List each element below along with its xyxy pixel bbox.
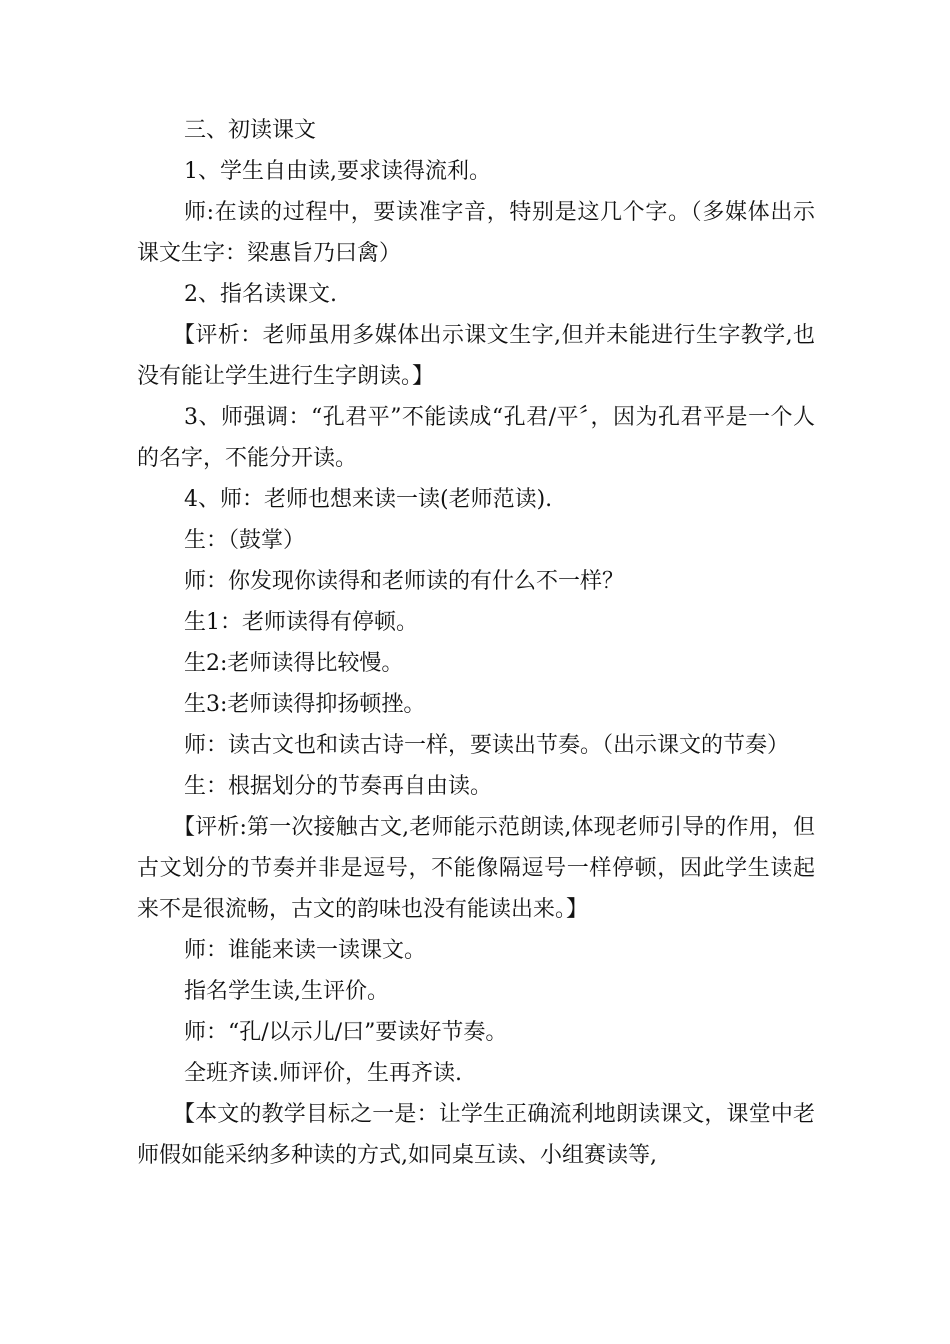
paragraph: 1、学生自由读,要求读得流利。 (184, 159, 491, 184)
paragraph: 生：根据划分的节奏再自由读。 (184, 774, 493, 799)
paragraph: 生2:老师读得比较慢。 (184, 651, 404, 676)
paragraph: 全班齐读.师评价，生再齐读. (184, 1061, 462, 1086)
paragraph: 2、指名读课文. (184, 282, 337, 307)
paragraph: 3、师强调：“孔君平”不能读成“孔君/平〞，因为孔君平是一个人的名字，不能分开读。 (137, 405, 815, 471)
paragraph: 生1：老师读得有停顿。 (184, 610, 418, 635)
paragraph: 生：（鼓掌） (184, 528, 306, 553)
paragraph: 师:在读的过程中，要读准字音，特别是这几个字。（多媒体出示课文生字：梁惠旨乃曰禽） (137, 200, 815, 266)
comment-paragraph: 【本文的教学目标之一是：让学生正确流利地朗读课文，课堂中老师假如能采纳多种读的方式,如同桌互读、小组赛读等, (137, 1102, 815, 1168)
paragraph: 师：读古文也和读古诗一样，要读出节奏。（出示课文的节奏） (184, 733, 790, 758)
paragraph: 师：谁能来读一读课文。 (184, 938, 427, 963)
comment-paragraph: 【评析：老师虽用多媒体出示课文生字,但并未能进行生字教学,也没有能让学生进行生字朗读。】 (137, 323, 815, 389)
comment-paragraph: 【评析:第一次接触古文,老师能示范朗读,体现老师引导的作用，但古文划分的节奏并非是逗号，不能像隔逗号一样停顿，因此学生读起来不是很流畅，古文的韵味也没有能读出来。】 (137, 815, 815, 922)
paragraph: 4、师：老师也想来读一读(老师范读). (184, 487, 553, 512)
section-heading: 三、初读课文 (184, 118, 317, 143)
paragraph: 师：你发现你读得和老师读的有什么不一样？ (184, 569, 625, 594)
paragraph: 指名学生读,生评价。 (184, 979, 389, 1004)
document-body (137, 110, 815, 1176)
paragraph: 师：“孔/以示儿/曰”要读好节奏。 (184, 1020, 508, 1045)
paragraph: 生3:老师读得抑扬顿挫。 (184, 692, 426, 717)
